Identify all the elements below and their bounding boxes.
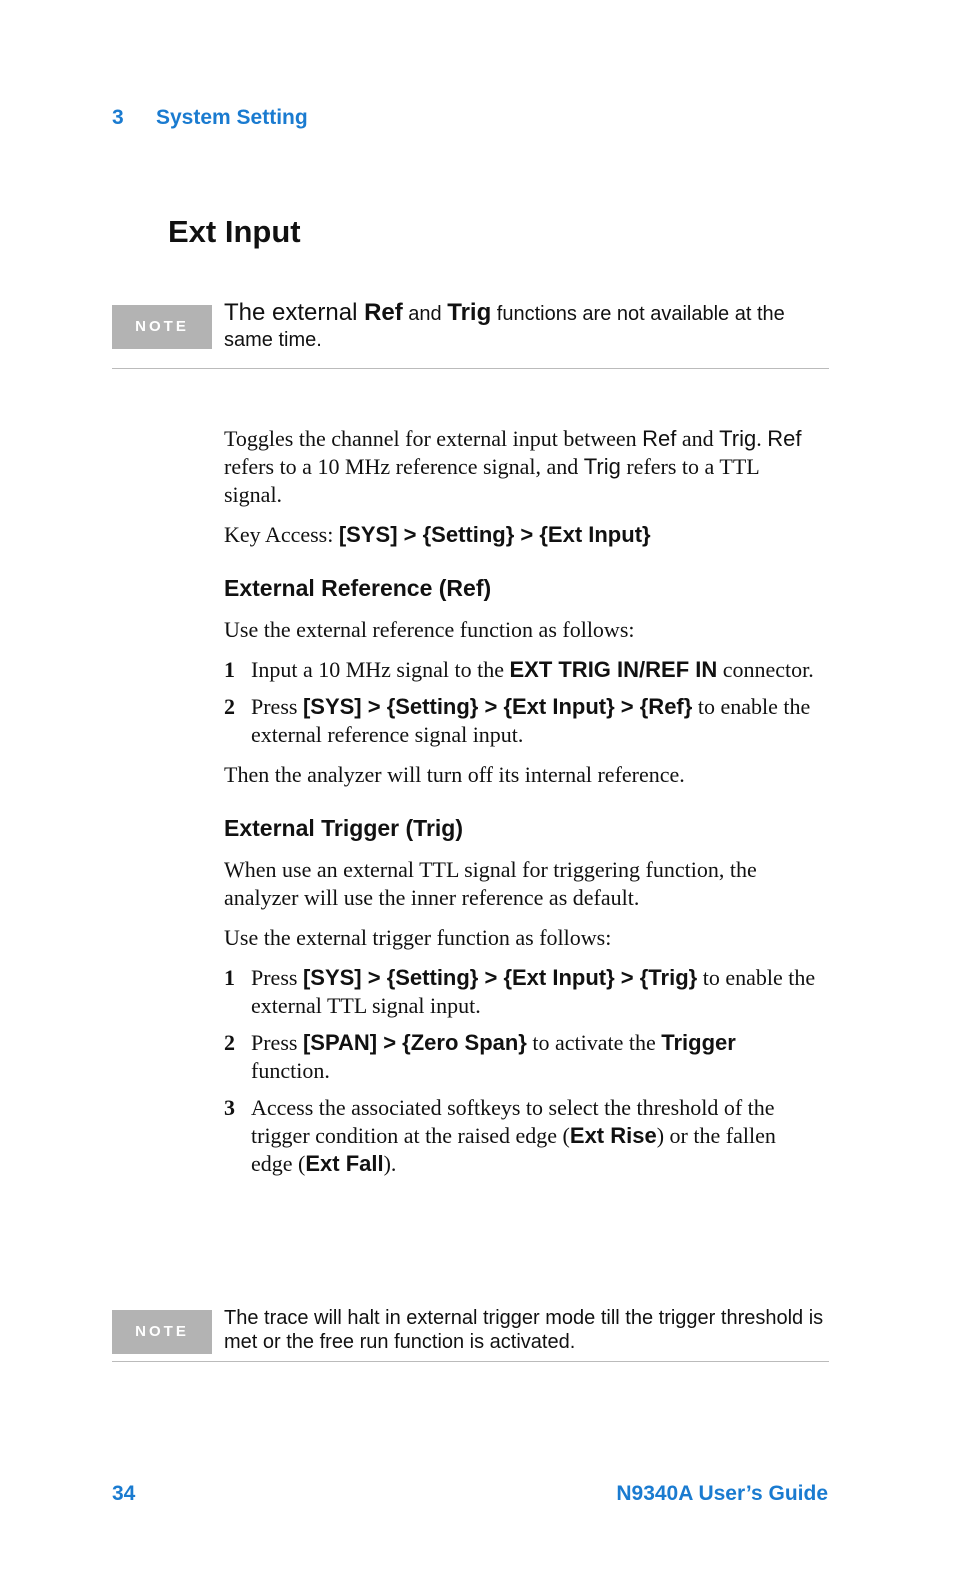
list-item: 2 Press [SYS] > {Setting} > {Ext Input} > {Ref} to enable the external reference signal input. bbox=[224, 694, 811, 747]
list-item: 3 Access the associated softkeys to select the threshold of the trigger condition at the raised edge (Ext Rise) or the fallen edge (Ext Fall). bbox=[224, 1095, 776, 1176]
note-box bbox=[112, 300, 829, 369]
running-header bbox=[112, 106, 308, 130]
page-number: 34 bbox=[112, 1482, 136, 1505]
chapter-number: 3 bbox=[112, 106, 124, 129]
key-access: Key Access: [SYS] > {Setting} > {Ext Input} bbox=[224, 522, 651, 547]
list-item: 2 Press [SPAN] > {Zero Span} to activate the Trigger function. bbox=[224, 1030, 736, 1083]
ext-trig-steps bbox=[224, 964, 820, 1178]
trig-keyword: Trig bbox=[447, 299, 492, 326]
note-box bbox=[112, 1305, 829, 1362]
intro-paragraph: Toggles the channel for external input between Ref and Trig. Ref refers to a 10 MHz reference signal, and Trig refers to a TTL signal. bbox=[224, 426, 802, 507]
chapter-title: System Setting bbox=[156, 106, 308, 129]
list-item: 1 Input a 10 MHz signal to the EXT TRIG IN/REF IN connector. bbox=[224, 657, 814, 682]
ext-trig-intro: Use the external trigger function as follows: bbox=[224, 925, 612, 950]
note-text: The external Ref and Trig functions are not available at the same time. bbox=[224, 299, 785, 351]
note-label: NOTE bbox=[112, 305, 212, 349]
section-title: Ext Input bbox=[168, 214, 301, 249]
guide-title: N9340A User’s Guide bbox=[616, 1482, 828, 1505]
note-label: NOTE bbox=[112, 1310, 212, 1354]
list-item: 1 Press [SYS] > {Setting} > {Ext Input} > {Trig} to enable the external TTL signal input. bbox=[224, 965, 816, 1018]
ext-ref-heading: External Reference (Ref) bbox=[224, 575, 492, 601]
ext-ref-steps bbox=[224, 656, 820, 749]
ref-keyword: Ref bbox=[364, 299, 403, 326]
note-text: The trace will halt in external trigger mode till the trigger threshold is met or the free run function is activated. bbox=[224, 1307, 824, 1353]
ext-trig-heading: External Trigger (Trig) bbox=[224, 815, 463, 841]
ext-ref-outro: Then the analyzer will turn off its internal reference. bbox=[224, 762, 685, 787]
body-text bbox=[224, 425, 820, 1190]
key-access-path: [SYS] > {Setting} > {Ext Input} bbox=[338, 522, 651, 547]
ext-trig-paragraph: When use an external TTL signal for triggering function, the analyzer will use the inner reference as default. bbox=[224, 857, 757, 910]
ext-ref-intro: Use the external reference function as follows: bbox=[224, 617, 635, 642]
